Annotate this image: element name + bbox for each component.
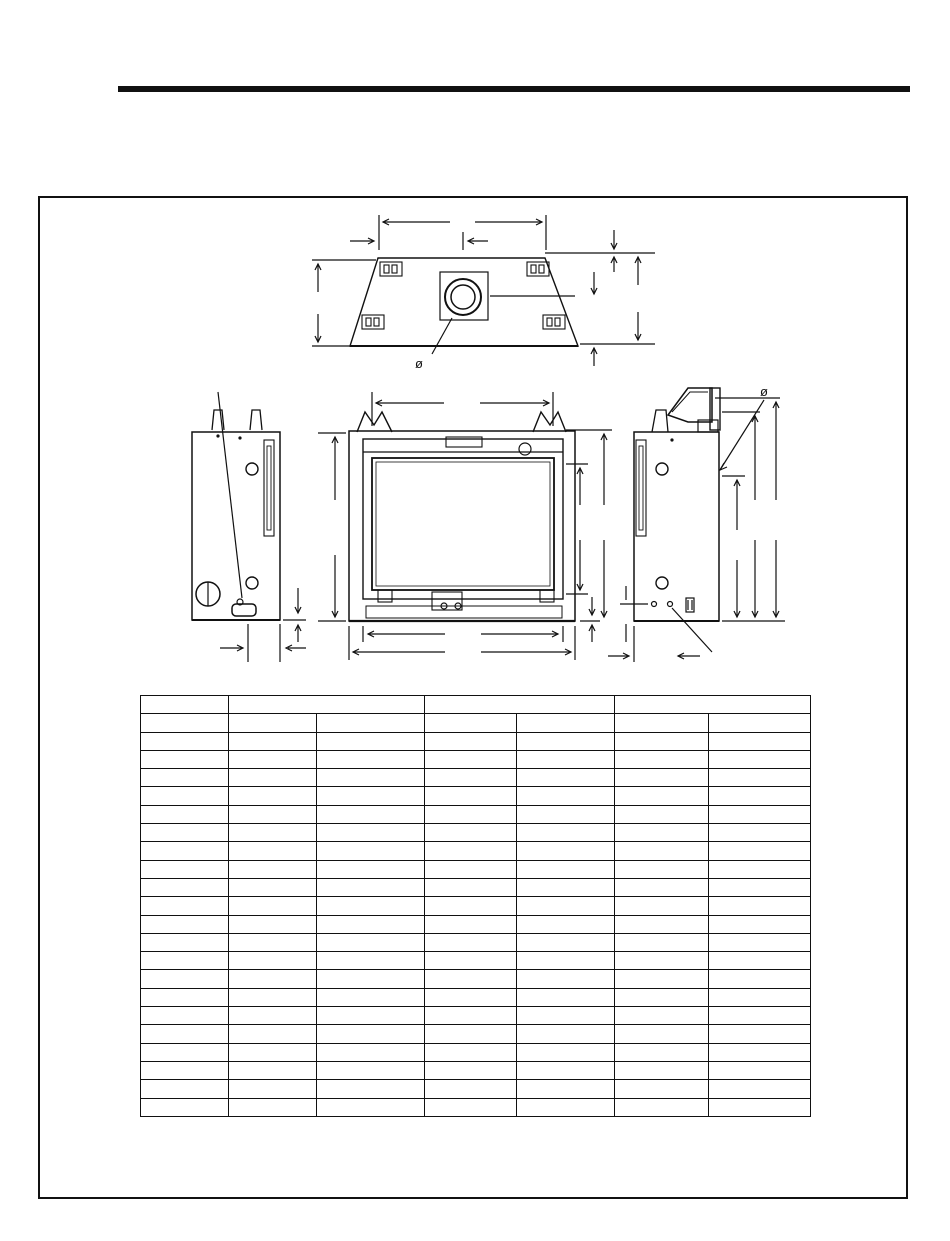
table-cell <box>229 1043 317 1061</box>
table-cell <box>425 988 517 1006</box>
table-cell <box>615 732 709 750</box>
table-row <box>141 1025 811 1043</box>
table-cell <box>317 842 425 860</box>
table-cell <box>141 952 229 970</box>
table-sub-header-cell <box>229 714 317 732</box>
table-cell <box>615 933 709 951</box>
table-cell <box>229 842 317 860</box>
table-cell <box>141 988 229 1006</box>
table-cell <box>141 732 229 750</box>
table-row <box>141 988 811 1006</box>
table-sub-header-cell <box>317 714 425 732</box>
table-row <box>141 1007 811 1025</box>
table-cell <box>709 732 811 750</box>
table-cell <box>317 824 425 842</box>
table-cell <box>425 787 517 805</box>
table-cell <box>615 769 709 787</box>
table-cell <box>615 970 709 988</box>
table-cell <box>141 1025 229 1043</box>
table-cell <box>425 915 517 933</box>
table-cell <box>425 750 517 768</box>
table-cell <box>517 732 615 750</box>
table-cell <box>517 1061 615 1079</box>
diameter-label-top: ø <box>415 356 423 371</box>
table-row <box>141 842 811 860</box>
table-cell <box>317 1098 425 1116</box>
table-row <box>141 769 811 787</box>
table-cell <box>229 1080 317 1098</box>
table-cell <box>709 970 811 988</box>
table-cell <box>425 824 517 842</box>
table-cell <box>709 787 811 805</box>
table-cell <box>229 988 317 1006</box>
left-side-view <box>192 392 306 662</box>
table-cell <box>517 1025 615 1043</box>
table-sub-header-row <box>141 714 811 732</box>
table-cell <box>425 952 517 970</box>
table-cell <box>317 787 425 805</box>
table-cell <box>709 805 811 823</box>
table-row <box>141 1061 811 1079</box>
front-view <box>318 392 612 660</box>
table-row <box>141 1043 811 1061</box>
table-cell <box>425 860 517 878</box>
table-cell <box>517 1007 615 1025</box>
table-cell <box>425 1007 517 1025</box>
table-cell <box>615 842 709 860</box>
table-row <box>141 897 811 915</box>
table-cell <box>229 897 317 915</box>
table-row <box>141 824 811 842</box>
table-cell <box>517 952 615 970</box>
table-cell <box>229 1098 317 1116</box>
table-cell <box>517 769 615 787</box>
table-cell <box>615 750 709 768</box>
table-cell <box>709 1098 811 1116</box>
table-cell <box>517 787 615 805</box>
table-cell <box>615 860 709 878</box>
table-row <box>141 970 811 988</box>
table-cell <box>141 1007 229 1025</box>
table-cell <box>709 915 811 933</box>
table-cell <box>317 769 425 787</box>
table-cell <box>141 970 229 988</box>
table-cell <box>229 1025 317 1043</box>
table-cell <box>615 805 709 823</box>
table-cell <box>517 824 615 842</box>
table-cell <box>141 1043 229 1061</box>
table-cell <box>517 1080 615 1098</box>
table-cell <box>317 1061 425 1079</box>
table-cell <box>141 1080 229 1098</box>
table-cell <box>229 732 317 750</box>
table-cell <box>615 988 709 1006</box>
table-cell <box>229 860 317 878</box>
table-cell <box>615 915 709 933</box>
table-cell <box>615 878 709 896</box>
top-view <box>312 215 655 366</box>
table-cell <box>425 897 517 915</box>
table-cell <box>425 805 517 823</box>
table-cell <box>425 970 517 988</box>
diameter-label-side: ø <box>760 384 768 399</box>
table-cell <box>517 842 615 860</box>
table-row <box>141 787 811 805</box>
table-cell <box>141 787 229 805</box>
table-cell <box>141 805 229 823</box>
table-cell <box>615 1080 709 1098</box>
table-cell <box>141 1098 229 1116</box>
table-cell <box>615 952 709 970</box>
table-cell <box>141 897 229 915</box>
table-cell <box>229 970 317 988</box>
table-cell <box>517 897 615 915</box>
table-sub-header-cell <box>141 714 229 732</box>
table-cell <box>615 787 709 805</box>
table-cell <box>615 824 709 842</box>
table-row <box>141 750 811 768</box>
table-cell <box>517 805 615 823</box>
table-cell <box>425 769 517 787</box>
table-cell <box>229 787 317 805</box>
table-cell <box>317 933 425 951</box>
table-group-header-cell <box>615 696 811 714</box>
table-cell <box>517 933 615 951</box>
table-cell <box>229 805 317 823</box>
table-cell <box>425 933 517 951</box>
table-cell <box>317 860 425 878</box>
table-row <box>141 860 811 878</box>
table-cell <box>709 1007 811 1025</box>
table-cell <box>425 878 517 896</box>
table-cell <box>229 769 317 787</box>
table-cell <box>141 824 229 842</box>
table-group-header-cell <box>229 696 425 714</box>
table-cell <box>141 842 229 860</box>
table-cell <box>615 1098 709 1116</box>
table-cell <box>709 1061 811 1079</box>
table-cell <box>141 860 229 878</box>
table-cell <box>425 732 517 750</box>
table-cell <box>317 750 425 768</box>
table-cell <box>709 878 811 896</box>
table-sub-header-cell <box>425 714 517 732</box>
table-cell <box>709 1043 811 1061</box>
table-cell <box>517 1098 615 1116</box>
table-sub-header-cell <box>709 714 811 732</box>
table-cell <box>615 897 709 915</box>
table-row <box>141 732 811 750</box>
dimension-table <box>140 695 811 1117</box>
table-cell <box>517 1043 615 1061</box>
table-cell <box>709 952 811 970</box>
table-cell <box>709 769 811 787</box>
table-cell <box>425 1098 517 1116</box>
table-cell <box>229 878 317 896</box>
table-cell <box>141 933 229 951</box>
table-cell <box>229 915 317 933</box>
table-row <box>141 952 811 970</box>
table-cell <box>317 915 425 933</box>
table-group-header-cell <box>425 696 615 714</box>
table-cell <box>709 1025 811 1043</box>
table-row <box>141 1080 811 1098</box>
table-row <box>141 805 811 823</box>
table-cell <box>709 842 811 860</box>
table-cell <box>317 970 425 988</box>
table-cell <box>709 860 811 878</box>
table-cell <box>141 769 229 787</box>
table-cell <box>317 1025 425 1043</box>
table-cell <box>517 915 615 933</box>
table-cell <box>615 1007 709 1025</box>
table-cell <box>517 878 615 896</box>
table-group-header-cell <box>141 696 229 714</box>
table-cell <box>317 1043 425 1061</box>
table-cell <box>517 860 615 878</box>
table-cell <box>317 897 425 915</box>
table-cell <box>425 1043 517 1061</box>
table-cell <box>317 805 425 823</box>
table-cell <box>229 952 317 970</box>
table-sub-header-cell <box>615 714 709 732</box>
table-cell <box>709 897 811 915</box>
table-cell <box>229 750 317 768</box>
table-cell <box>425 1061 517 1079</box>
table-cell <box>425 842 517 860</box>
table-cell <box>615 1025 709 1043</box>
table-cell <box>317 952 425 970</box>
table-cell <box>141 750 229 768</box>
table-cell <box>425 1025 517 1043</box>
table-cell <box>229 933 317 951</box>
table-cell <box>141 1061 229 1079</box>
table-cell <box>317 1007 425 1025</box>
table-cell <box>709 750 811 768</box>
table-cell <box>709 1080 811 1098</box>
table-row <box>141 878 811 896</box>
table-row <box>141 933 811 951</box>
table-cell <box>141 878 229 896</box>
table-cell <box>517 750 615 768</box>
table-cell <box>425 1080 517 1098</box>
table-cell <box>141 915 229 933</box>
table-cell <box>229 824 317 842</box>
table-cell <box>317 1080 425 1098</box>
table-row <box>141 915 811 933</box>
table-cell <box>709 988 811 1006</box>
table-cell <box>317 988 425 1006</box>
table-cell <box>517 970 615 988</box>
table-cell <box>615 1043 709 1061</box>
table-cell <box>709 824 811 842</box>
table-sub-header-cell <box>517 714 615 732</box>
right-side-view <box>608 388 785 662</box>
table-cell <box>709 933 811 951</box>
table-cell <box>317 878 425 896</box>
table-cell <box>229 1007 317 1025</box>
table-cell <box>229 1061 317 1079</box>
table-cell <box>517 988 615 1006</box>
table-group-header-row <box>141 696 811 714</box>
table-cell <box>615 1061 709 1079</box>
table-row <box>141 1098 811 1116</box>
table-cell <box>317 732 425 750</box>
